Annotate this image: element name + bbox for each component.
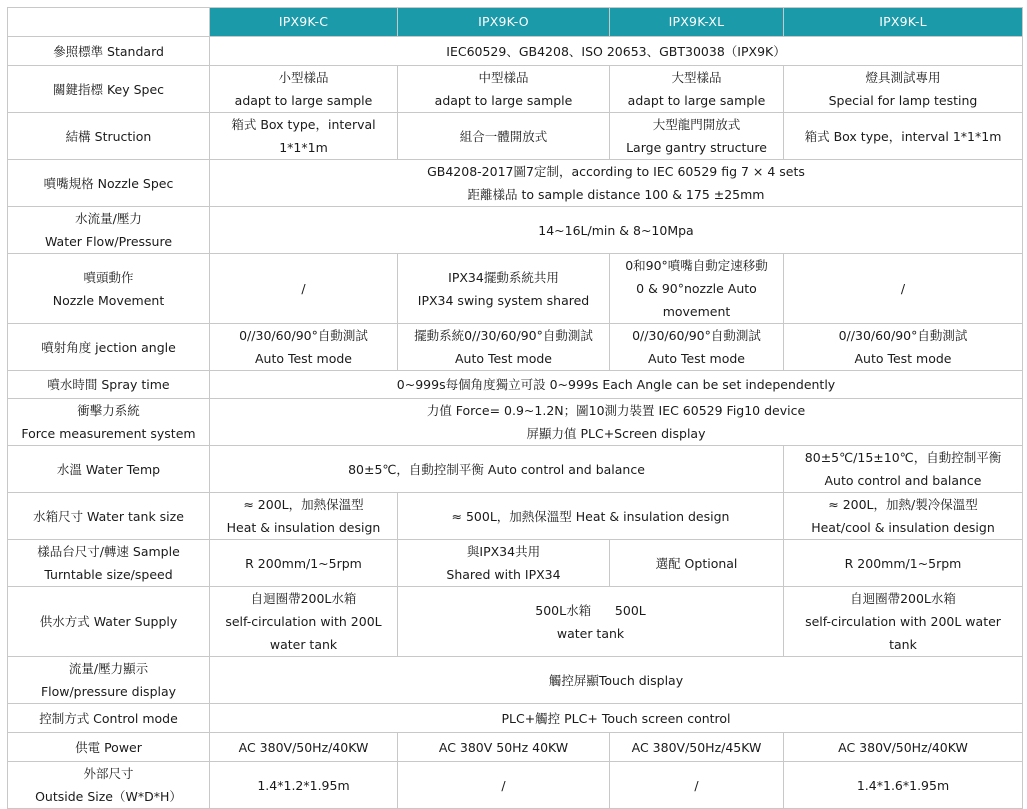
value-line: 1.4*1.6*1.95m — [856, 777, 950, 793]
value-line: 箱式 Box type，interval — [231, 117, 376, 132]
value-line: Shared with IPX34 — [446, 567, 561, 582]
label-line: 噴嘴規格 Nozzle Spec — [43, 175, 174, 191]
label-line: 噴頭動作 — [83, 269, 134, 285]
label-jection-angle — [8, 324, 210, 371]
value-line: self-circulation with 200L — [225, 614, 382, 629]
outside-size-l — [784, 762, 1023, 809]
row-struction — [8, 113, 1023, 160]
value-line: IPX34 swing system shared — [417, 292, 590, 308]
value-force — [210, 399, 1023, 446]
value-line: 中型樣品 — [478, 70, 529, 85]
row-water-temp — [8, 446, 1023, 493]
row-key-spec — [8, 66, 1023, 113]
value-line: Heat & insulation design — [226, 520, 381, 535]
value-line: 0//30/60/90°自動測試 — [838, 328, 968, 343]
value-control-mode — [210, 704, 1023, 733]
label-line: 水溫 Water Temp — [56, 461, 161, 477]
label-line: 水流量/壓力 — [75, 211, 142, 226]
row-control-mode — [8, 704, 1023, 733]
struction-o — [398, 113, 610, 160]
tank-size-c — [210, 493, 398, 540]
row-standard — [8, 37, 1023, 66]
value-line: Special for lamp testing — [828, 93, 978, 108]
power-l — [784, 733, 1023, 762]
nozzle-movement-o — [398, 254, 610, 324]
label-line: 噴射角度 jection angle — [41, 339, 176, 355]
label-line: Force measurement system — [21, 426, 196, 441]
label-control-mode — [8, 704, 210, 733]
label-line: 控制方式 Control mode — [39, 710, 178, 726]
value-line: AC 380V/50Hz/40KW — [238, 739, 369, 755]
row-power — [8, 733, 1023, 762]
row-jection-angle — [8, 324, 1023, 371]
jection-angle-o — [398, 324, 610, 371]
value-line: / — [900, 281, 906, 296]
label-struction — [8, 113, 210, 160]
turntable-o — [398, 540, 610, 587]
label-line: 噴水時間 Spray time — [47, 377, 170, 392]
label-nozzle-spec — [8, 160, 210, 207]
water-temp-l — [784, 446, 1023, 493]
value-line: adapt to large sample — [434, 93, 573, 108]
value-flow-display — [210, 657, 1023, 704]
label-water-supply — [8, 587, 210, 657]
struction-c — [210, 113, 398, 160]
value-line: 1*1*1m — [279, 140, 328, 155]
jection-angle-c — [210, 324, 398, 371]
row-flow-display — [8, 657, 1023, 704]
label-outside-size — [8, 762, 210, 809]
label-force — [8, 399, 210, 446]
value-line: Auto control and balance — [824, 473, 982, 488]
value-line: 0 & 90°nozzle Auto — [636, 281, 757, 296]
label-line: 水箱尺寸 Water tank size — [33, 508, 184, 524]
value-line: / — [694, 777, 699, 793]
label-water-flow — [8, 207, 210, 254]
tank-size-o-xl — [398, 493, 784, 540]
value-line: adapt to large sample — [234, 93, 373, 108]
nozzle-movement-c — [210, 254, 398, 324]
value-line: GB4208-2017圖7定制，according to IEC 60529 fig 7 × 4 sets — [427, 164, 805, 179]
value-line: 0//30/60/90°自動測試 — [632, 328, 761, 343]
key-spec-l — [784, 66, 1023, 113]
label-water-temp — [8, 446, 210, 493]
value-line: 自迴圈帶200L水箱 — [250, 591, 357, 606]
value-line: 14~16L/min & 8~10Mpa — [538, 222, 694, 238]
water-temp-c-o-xl — [210, 446, 784, 493]
value-line: PLC+觸控 PLC+ Touch screen control — [501, 710, 731, 726]
nozzle-movement-l — [784, 254, 1023, 324]
row-water-supply — [8, 587, 1023, 657]
outside-size-xl — [610, 762, 784, 809]
value-line: 力值 Force= 0.9~1.2N；圖10測力裝置 IEC 60529 Fig10 device — [426, 403, 806, 418]
value-line: 距離樣品 to sample distance 100 & 175 ±25mm — [467, 187, 765, 202]
label-line: 關鍵指標 Key Spec — [52, 81, 165, 97]
struction-l — [784, 113, 1023, 160]
label-turntable — [8, 540, 210, 587]
row-turntable — [8, 540, 1023, 587]
value-line: 擺動系統0//30/60/90°自動測試 — [414, 328, 593, 343]
value-line: Auto Test mode — [254, 351, 353, 366]
value-line: ≈ 200L，加熱/製冷保溫型 — [828, 497, 978, 512]
value-line: 選配 Optional — [655, 555, 738, 571]
water-supply-l — [784, 587, 1023, 657]
jection-angle-l — [784, 324, 1023, 371]
value-line: AC 380V 50Hz 40KW — [438, 739, 569, 755]
spec-table-wrapper — [7, 7, 1023, 809]
label-line: 供電 Power — [75, 739, 142, 755]
label-line: Turntable size/speed — [44, 567, 173, 582]
value-line: 大型樣品 — [671, 70, 722, 85]
label-line: Flow/pressure display — [40, 684, 177, 699]
value-line: R 200mm/1~5rpm — [245, 555, 362, 571]
value-line: 與IPX34共用 — [466, 544, 541, 559]
value-nozzle-spec — [210, 160, 1023, 207]
nozzle-movement-xl — [610, 254, 784, 324]
header-ipx9k-l: IPX9K-L — [784, 8, 1023, 37]
label-tank-size — [8, 493, 210, 540]
value-spray-time — [210, 371, 1023, 399]
value-line: Auto Test mode — [454, 351, 553, 366]
key-spec-c — [210, 66, 398, 113]
value-line: ≈ 500L，加熱保溫型 Heat & insulation design — [451, 508, 730, 524]
key-spec-xl — [610, 66, 784, 113]
value-line: AC 380V/50Hz/45KW — [631, 739, 762, 755]
water-supply-o-xl — [398, 587, 784, 657]
label-line: 衝擊力系統 — [77, 403, 140, 418]
header-ipx9k-xl: IPX9K-XL — [610, 8, 784, 37]
label-standard — [8, 37, 210, 66]
value-line: water tank — [556, 625, 625, 641]
water-supply-c — [210, 587, 398, 657]
value-line: 小型樣品 — [278, 70, 329, 85]
row-water-flow — [8, 207, 1023, 254]
value-line: tank — [889, 637, 917, 652]
power-o — [398, 733, 610, 762]
value-line: 屏顯力值 PLC+Screen display — [526, 426, 706, 441]
outside-size-c — [210, 762, 398, 809]
value-line: 500L水箱 500L — [535, 602, 646, 618]
value-line: Large gantry structure — [626, 140, 767, 155]
power-xl — [610, 733, 784, 762]
value-line: R 200mm/1~5rpm — [844, 555, 962, 571]
value-line: AC 380V/50Hz/40KW — [838, 739, 968, 755]
label-spray-time — [8, 371, 210, 399]
value-line: adapt to large sample — [627, 93, 766, 108]
turntable-c — [210, 540, 398, 587]
value-line: ≈ 200L，加熱保溫型 — [243, 497, 364, 512]
label-line: 結構 Struction — [65, 128, 152, 144]
header-ipx9k-c: IPX9K-C — [210, 8, 398, 37]
jection-angle-xl — [610, 324, 784, 371]
value-line: Heat/cool & insulation design — [811, 520, 995, 535]
value-line: 80±5℃/15±10℃，自動控制平衡 — [804, 450, 1002, 465]
value-line: 0和90°噴嘴自動定速移動 — [625, 258, 768, 273]
value-line: 大型龍門開放式 — [652, 117, 741, 132]
value-line: IEC60529、GB4208、ISO 20653、GBT30038（IPX9K） — [446, 43, 786, 59]
turntable-l — [784, 540, 1023, 587]
value-line: water tank — [269, 637, 338, 652]
row-nozzle-movement — [8, 254, 1023, 324]
tank-size-l — [784, 493, 1023, 540]
label-line: 流量/壓力顯示 — [68, 661, 149, 676]
label-line: Water Flow/Pressure — [44, 234, 173, 249]
row-outside-size — [8, 762, 1023, 809]
value-line: / — [301, 281, 306, 296]
row-nozzle-spec — [8, 160, 1023, 207]
power-c — [210, 733, 398, 762]
value-line: 0//30/60/90°自動測試 — [239, 328, 368, 343]
row-spray-time — [8, 371, 1023, 399]
value-line: IPX34擺動系統共用 — [448, 269, 559, 285]
turntable-xl — [610, 540, 784, 587]
value-line: 1.4*1.2*1.95m — [257, 777, 350, 793]
label-line: Outside Size（W*D*H） — [35, 789, 182, 804]
header-row — [8, 8, 1023, 37]
struction-xl — [610, 113, 784, 160]
value-line: / — [501, 777, 506, 793]
value-line: 觸控屏顯Touch display — [548, 672, 684, 688]
value-line: 組合一體開放式 — [459, 128, 548, 144]
label-key-spec — [8, 66, 210, 113]
outside-size-o — [398, 762, 610, 809]
label-flow-display — [8, 657, 210, 704]
value-line: 0~999s每個角度獨立可設 0~999s Each Angle can be set independently — [396, 377, 836, 392]
label-line: Nozzle Movement — [52, 292, 165, 308]
value-line: 自迴圈帶200L水箱 — [850, 591, 956, 606]
label-line: 參照標準 Standard — [53, 43, 164, 59]
row-tank-size — [8, 493, 1023, 540]
value-line: movement — [662, 304, 731, 319]
value-line: 燈具測試專用 — [865, 70, 941, 85]
label-line: 供水方式 Water Supply — [39, 614, 178, 629]
value-line: Auto Test mode — [647, 351, 746, 366]
label-nozzle-movement — [8, 254, 210, 324]
spec-table — [7, 7, 1023, 809]
value-line: self-circulation with 200L water — [805, 614, 1001, 629]
value-line: 箱式 Box type，interval 1*1*1m — [804, 128, 1002, 144]
value-water-flow — [210, 207, 1023, 254]
row-force — [8, 399, 1023, 446]
label-power — [8, 733, 210, 762]
header-ipx9k-o: IPX9K-O — [398, 8, 610, 37]
label-line: 外部尺寸 — [83, 766, 134, 781]
value-standard — [210, 37, 1023, 66]
label-line: 樣品台尺寸/轉速 Sample — [37, 544, 180, 559]
header-corner — [8, 8, 210, 37]
value-line: Auto Test mode — [854, 351, 952, 366]
value-line: 80±5℃，自動控制平衡 Auto control and balance — [348, 461, 645, 477]
key-spec-o — [398, 66, 610, 113]
